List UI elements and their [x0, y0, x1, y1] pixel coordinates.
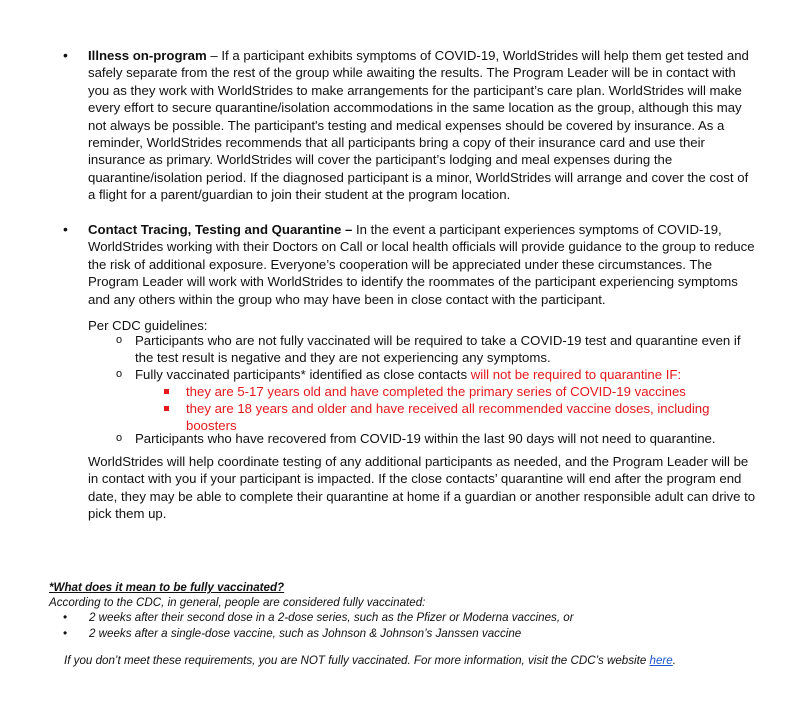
cdc-item-vaccinated [135, 366, 760, 383]
closing-paragraph: WorldStrides will help coordinate testing of any additional participants as needed, and the Program Leader will be in contact with you if your participant is impacted. If the close contacts’ quarantine will end after the program end date, they may be able to complete their quarantine at home if a guardian or another responsible adult can drive to pick them up. [88, 454, 756, 522]
illness-body: – If a participant exhibits symptoms of COVID-19, WorldStrides will help them get tested and safely separate from the rest of the group while awaiting the results. The Program Leader will be in contact with you as they work with WorldStrides to make arrangements for the participant’s care plan. WorldStrides will make every effort to secure quarantine/isolation accommodations in the same location as the group, although this may not always be possible. The participant's testing and medical expenses should be covered by insurance. As a reminder, WorldStrides recommends that all participants bring a copy of their insurance card and use their insurance as primary. WorldStrides will cover the participant’s lodging and meal expenses during the quarantine/isolation period. If the diagnosed participant is a minor, WorldStrides will arrange and cover the cost of a flight for a parent/guardian to join their student at the program location. [88, 48, 749, 203]
bullet-contact: • [63, 221, 68, 237]
footnote-note-text: If you don’t meet these requirements, you are NOT fully vaccinated. For more information, visit the CDC’s website [64, 654, 650, 667]
cdc-item-vaccinated-red: will not be required to quarantine IF: [470, 367, 682, 382]
cdc-website-link[interactable]: here [649, 654, 673, 667]
circle-bullet-1: o [116, 334, 123, 346]
footnote-item-2dose: 2 weeks after their second dose in a 2-dose series, such as the Pfizer or Moderna vaccines, or [89, 611, 574, 624]
red-square-bullet-1 [164, 389, 169, 394]
cdc-item-vaccinated-text: Fully vaccinated participants* identified as close contacts [135, 367, 471, 382]
bullet-illness: • [63, 47, 68, 63]
circle-bullet-3: o [116, 432, 123, 444]
footnote-note [64, 653, 676, 669]
cdc-item-not-vaccinated: Participants who are not fully vaccinated will be required to take a COVID-19 test and quarantine even if the test result is negative and they are not experiencing any symptoms. [135, 333, 741, 366]
contact-paragraph [88, 221, 758, 308]
contact-heading: Contact Tracing, Testing and Quarantine – [88, 222, 353, 237]
sub-item-18-plus: they are 18 years and older and have received all recommended vaccine doses, including boosters [186, 401, 710, 434]
footnote-item-single: 2 weeks after a single-dose vaccine, such as Johnson & Johnson’s Janssen vaccine [89, 627, 522, 640]
footnote-intro: According to the CDC, in general, people are considered fully vaccinated: [49, 596, 426, 609]
sub-item-5-17: they are 5-17 years old and have completed the primary series of COVID-19 vaccines [186, 384, 686, 399]
circle-bullet-2: o [116, 368, 123, 380]
contact-body: In the event a participant experiences symptoms of COVID-19, WorldStrides working with their Doctors on Call or local health officials will provide guidance to the group to reduce the risk of additional exposure. Everyone’s cooperation will be appreciated under these circumstances. The Program Leader will work with WorldStrides to identify the roommates of the participant experiencing symptoms and any others within the group who may have been in close contact with the participant. [88, 222, 755, 307]
cdc-item-recovered: Participants who have recovered from COVID-19 within the last 90 days will not need to quarantine. [135, 431, 716, 446]
illness-paragraph [88, 47, 758, 204]
footnote-bullet-1: • [63, 610, 68, 624]
red-square-bullet-2 [164, 406, 169, 411]
footnote-period: . [672, 654, 676, 667]
cdc-intro: Per CDC guidelines: [88, 318, 208, 333]
footnote-title: *What does it mean to be fully vaccinated? [49, 581, 285, 594]
illness-heading: Illness on-program [88, 48, 207, 63]
footnote-bullet-2: • [63, 626, 68, 640]
